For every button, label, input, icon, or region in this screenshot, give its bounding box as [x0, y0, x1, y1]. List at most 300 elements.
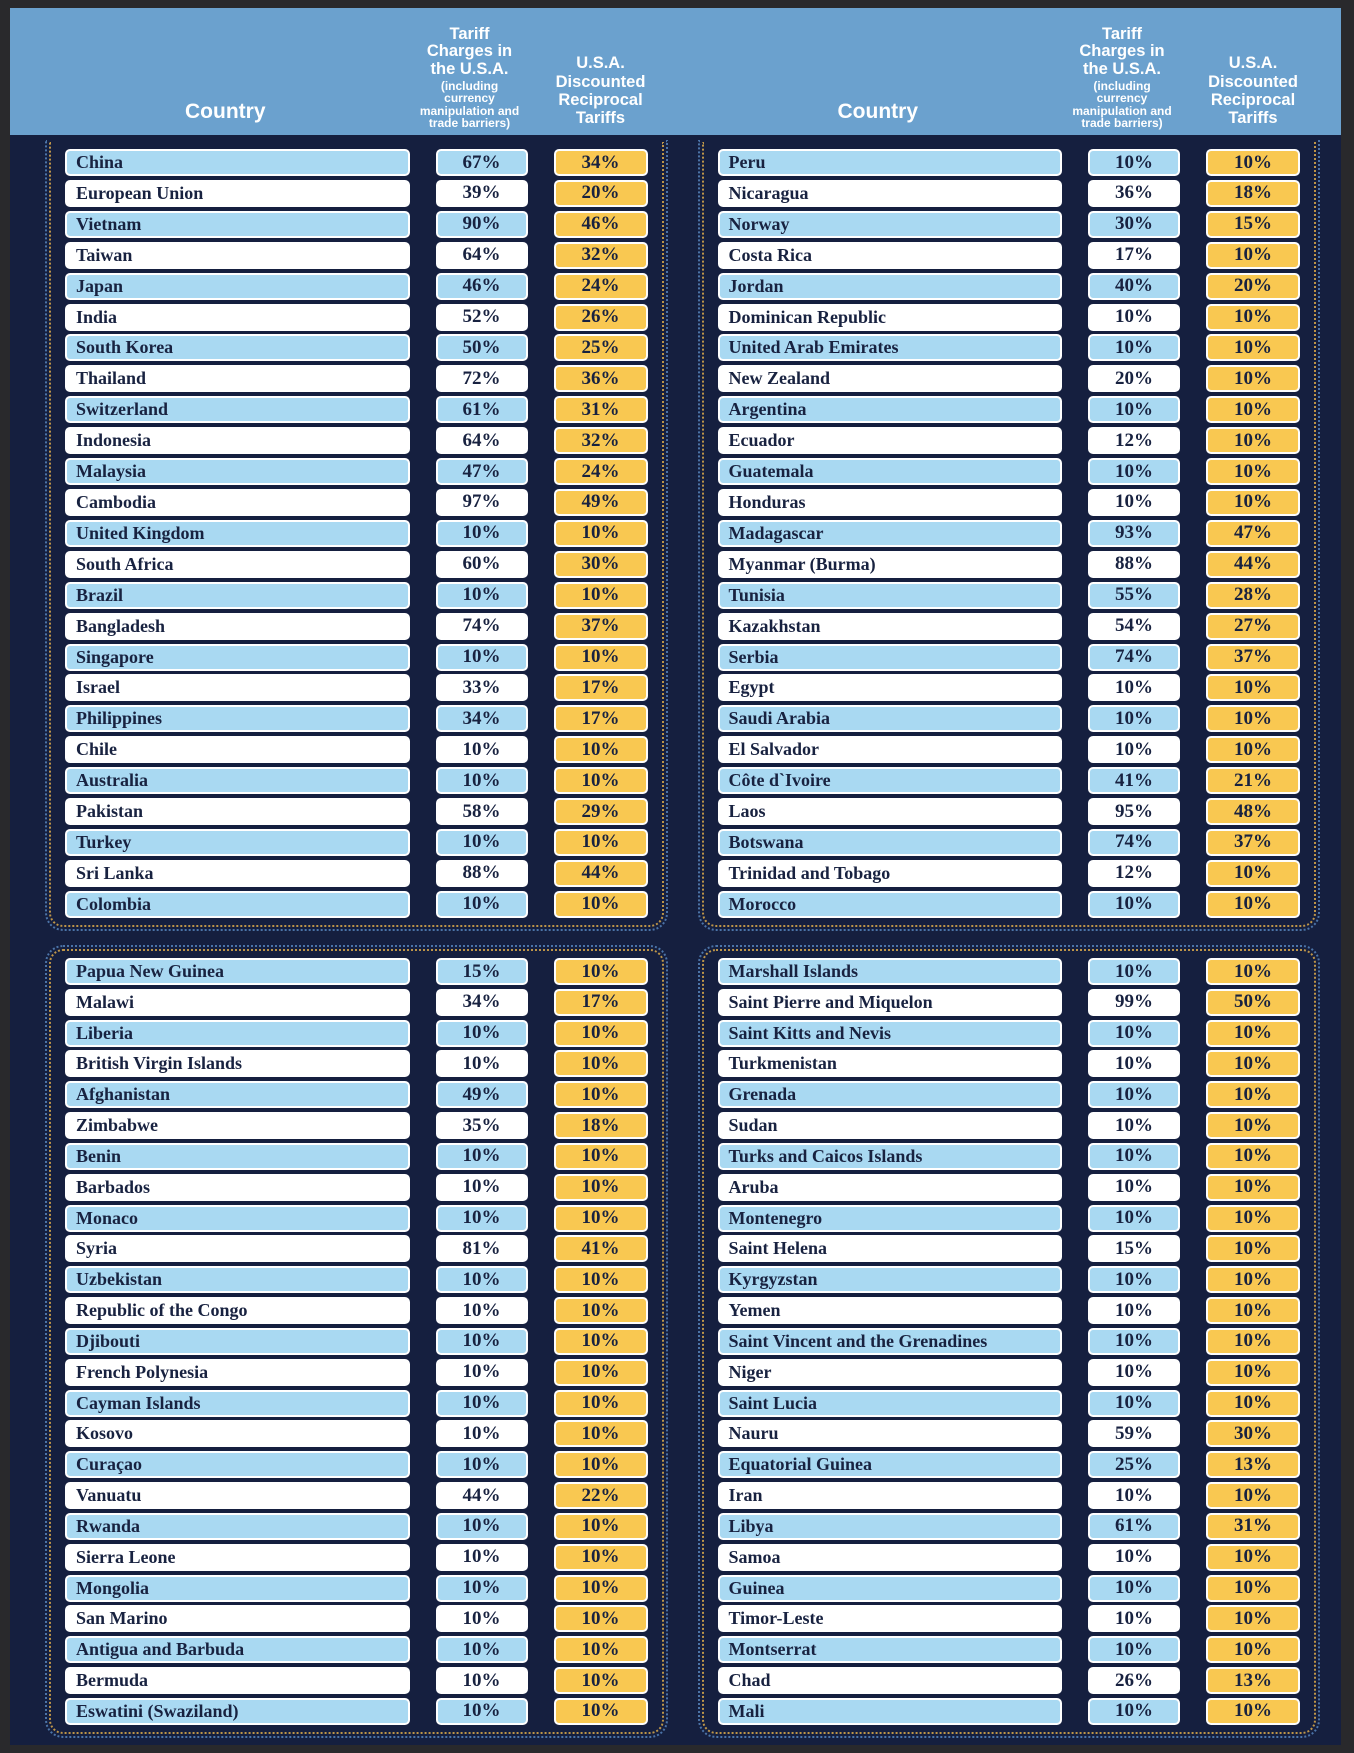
tariff-charged-value: 10%	[1088, 1297, 1180, 1324]
country-cell: Barbados	[65, 1174, 410, 1201]
table-row	[65, 1544, 648, 1571]
discounted-tariff-value: 10%	[1206, 1174, 1300, 1201]
country-cell: Turkey	[65, 829, 410, 856]
discounted-tariff-value: 10%	[554, 520, 648, 547]
table-row	[65, 1390, 648, 1417]
table-row	[65, 1050, 648, 1077]
country-cell: British Virgin Islands	[65, 1050, 410, 1077]
country-cell: Bangladesh	[65, 613, 410, 640]
country-cell: Malawi	[65, 989, 410, 1016]
country-cell: South Africa	[65, 551, 410, 578]
discounted-tariff-value: 32%	[554, 427, 648, 454]
country-cell: Rwanda	[65, 1513, 410, 1540]
discounted-tariff-value: 10%	[1206, 736, 1300, 763]
discounted-tariff-value: 10%	[554, 1266, 648, 1293]
country-cell: Eswatini (Swaziland)	[65, 1698, 410, 1725]
table-row	[718, 396, 1301, 423]
tariff-charged-value: 10%	[436, 1020, 528, 1047]
table-row	[718, 427, 1301, 454]
country-cell: Cayman Islands	[65, 1390, 410, 1417]
country-cell: Iran	[718, 1482, 1063, 1509]
discounted-tariff-value: 36%	[554, 365, 648, 392]
table-row	[65, 582, 648, 609]
table-row	[718, 334, 1301, 361]
tariff-charged-value: 10%	[436, 1698, 528, 1725]
country-cell: Vanuatu	[65, 1482, 410, 1509]
country-cell: Liberia	[65, 1020, 410, 1047]
table-row	[718, 180, 1301, 207]
table-row	[718, 1359, 1301, 1386]
tariff-charged-value: 12%	[1088, 860, 1180, 887]
country-cell: Dominican Republic	[718, 304, 1063, 331]
country-cell: Libya	[718, 1513, 1063, 1540]
table-row	[65, 1328, 648, 1355]
discounted-tariff-value: 41%	[554, 1235, 648, 1262]
discounted-tariff-value: 10%	[1206, 1205, 1300, 1232]
tariff-charged-value: 10%	[436, 1205, 528, 1232]
country-cell: Montenegro	[718, 1205, 1063, 1232]
table-row	[718, 767, 1301, 794]
tariff-charged-value: 64%	[436, 242, 528, 269]
column-header-country: Country	[185, 100, 266, 123]
tariff-charged-value: 10%	[1088, 736, 1180, 763]
country-cell: Grenada	[718, 1081, 1063, 1108]
tariff-charged-value: 34%	[436, 705, 528, 732]
country-cell: Monaco	[65, 1205, 410, 1232]
discounted-tariff-value: 15%	[1206, 211, 1300, 238]
table-row	[65, 1359, 648, 1386]
header-group-right	[698, 8, 1321, 135]
country-cell: Saudi Arabia	[718, 705, 1063, 732]
tariff-charged-value: 10%	[1088, 149, 1180, 176]
discounted-tariff-value: 29%	[554, 798, 648, 825]
tariff-charged-value: 10%	[436, 1174, 528, 1201]
discounted-tariff-value: 47%	[1206, 520, 1300, 547]
country-cell: Indonesia	[65, 427, 410, 454]
table-row	[718, 705, 1301, 732]
table-row	[718, 365, 1301, 392]
discounted-tariff-value: 20%	[554, 180, 648, 207]
discounted-tariff-value: 10%	[1206, 149, 1300, 176]
tariff-charged-value: 52%	[436, 304, 528, 331]
discounted-tariff-value: 10%	[1206, 1235, 1300, 1262]
tariff-charged-value: 10%	[436, 1605, 528, 1632]
country-cell: Taiwan	[65, 242, 410, 269]
discounted-tariff-value: 10%	[554, 1667, 648, 1694]
country-cell: Japan	[65, 273, 410, 300]
discounted-tariff-value: 10%	[1206, 458, 1300, 485]
country-cell: Tunisia	[718, 582, 1063, 609]
discounted-tariff-value: 10%	[554, 1636, 648, 1663]
country-cell: Singapore	[65, 644, 410, 671]
table-row	[65, 1266, 648, 1293]
discounted-tariff-value: 10%	[1206, 304, 1300, 331]
tariff-charged-value: 93%	[1088, 520, 1180, 547]
left-table-block-1-border	[45, 140, 668, 931]
table-row	[65, 149, 648, 176]
country-cell: Argentina	[718, 396, 1063, 423]
table-row	[65, 1605, 648, 1632]
table-row	[718, 1605, 1301, 1632]
country-cell: Montserrat	[718, 1636, 1063, 1663]
discounted-tariff-value: 10%	[554, 582, 648, 609]
discounted-tariff-value: 10%	[554, 1605, 648, 1632]
country-cell: Niger	[718, 1359, 1063, 1386]
tariff-charged-value: 10%	[436, 1636, 528, 1663]
discounted-tariff-value: 10%	[1206, 1266, 1300, 1293]
discounted-tariff-value: 24%	[554, 458, 648, 485]
table-row	[65, 1205, 648, 1232]
tariff-charged-value: 10%	[436, 1575, 528, 1602]
header-group-left	[45, 8, 668, 135]
discounted-tariff-value: 10%	[554, 1359, 648, 1386]
tariff-charged-value: 81%	[436, 1235, 528, 1262]
table-row	[718, 1143, 1301, 1170]
discounted-tariff-value: 10%	[554, 1143, 648, 1170]
country-cell: Brazil	[65, 582, 410, 609]
table-row	[65, 1174, 648, 1201]
country-cell: Kosovo	[65, 1420, 410, 1447]
country-cell: Sierra Leone	[65, 1544, 410, 1571]
discounted-tariff-value: 27%	[1206, 613, 1300, 640]
table-row	[65, 1575, 648, 1602]
table-row	[718, 644, 1301, 671]
tariff-charged-value: 10%	[436, 767, 528, 794]
tariff-charged-value: 74%	[1088, 829, 1180, 856]
discounted-tariff-value: 10%	[1206, 242, 1300, 269]
table-row	[718, 958, 1301, 985]
discounted-tariff-value: 37%	[554, 613, 648, 640]
country-cell: Curaçao	[65, 1451, 410, 1478]
table-row	[65, 180, 648, 207]
country-cell: Sudan	[718, 1112, 1063, 1139]
tariff-charged-value: 10%	[1088, 334, 1180, 361]
discounted-tariff-value: 13%	[1206, 1667, 1300, 1694]
discounted-tariff-value: 10%	[1206, 365, 1300, 392]
discounted-tariff-value: 10%	[554, 958, 648, 985]
table-row	[65, 273, 648, 300]
tariff-charged-value: 40%	[1088, 273, 1180, 300]
country-cell: Djibouti	[65, 1328, 410, 1355]
tariff-charged-value: 49%	[436, 1081, 528, 1108]
country-cell: Saint Helena	[718, 1235, 1063, 1262]
country-cell: Israel	[65, 674, 410, 701]
country-cell: Bermuda	[65, 1667, 410, 1694]
table-row	[65, 334, 648, 361]
country-cell: Trinidad and Tobago	[718, 860, 1063, 887]
tariff-charged-value: 36%	[1088, 180, 1180, 207]
country-cell: Benin	[65, 1143, 410, 1170]
tariff-charged-value: 46%	[436, 273, 528, 300]
country-cell: Mali	[718, 1698, 1063, 1725]
column-header-tariff-charges	[418, 26, 522, 130]
tariff-charged-value: 10%	[436, 1050, 528, 1077]
table-row	[65, 891, 648, 918]
tariff-charged-value: 10%	[1088, 1605, 1180, 1632]
country-cell: Chad	[718, 1667, 1063, 1694]
country-cell: Uzbekistan	[65, 1266, 410, 1293]
discounted-tariff-value: 10%	[554, 1020, 648, 1047]
table-row	[718, 1575, 1301, 1602]
country-cell: Australia	[65, 767, 410, 794]
country-cell: Samoa	[718, 1544, 1063, 1571]
table-row	[65, 551, 648, 578]
country-cell: Antigua and Barbuda	[65, 1636, 410, 1663]
table-row	[718, 1328, 1301, 1355]
tariff-charged-value: 50%	[436, 334, 528, 361]
tariff-charged-value: 10%	[1088, 1050, 1180, 1077]
discounted-tariff-value: 10%	[1206, 334, 1300, 361]
tariff-charged-value: 10%	[436, 1359, 528, 1386]
table-row	[718, 1266, 1301, 1293]
table-row	[718, 520, 1301, 547]
table-row	[65, 767, 648, 794]
discounted-tariff-value: 10%	[1206, 396, 1300, 423]
table-row	[65, 674, 648, 701]
table-row	[718, 582, 1301, 609]
discounted-tariff-value: 10%	[554, 1451, 648, 1478]
discounted-tariff-value: 10%	[1206, 1081, 1300, 1108]
table-row	[65, 489, 648, 516]
country-cell: India	[65, 304, 410, 331]
column-header-tariff-charges-sub: (including currency manipulation and trade barriers)	[1072, 78, 1172, 131]
tariff-charged-value: 61%	[1088, 1513, 1180, 1540]
discounted-tariff-value: 17%	[554, 989, 648, 1016]
discounted-tariff-value: 10%	[554, 1420, 648, 1447]
column-header-discounted-tariffs: U.S.A. Discounted Reciprocal Tariffs	[555, 54, 646, 127]
tariff-charged-value: 10%	[436, 1513, 528, 1540]
discounted-tariff-value: 10%	[554, 1328, 648, 1355]
table-row	[65, 958, 648, 985]
table-row	[718, 1112, 1301, 1139]
right-table-block-2	[702, 949, 1317, 1734]
country-cell: Switzerland	[65, 396, 410, 423]
discounted-tariff-value: 24%	[554, 273, 648, 300]
tariff-charged-value: 44%	[436, 1482, 528, 1509]
country-cell: Saint Lucia	[718, 1390, 1063, 1417]
country-cell: Nicaragua	[718, 180, 1063, 207]
table-row	[718, 1420, 1301, 1447]
country-cell: Botswana	[718, 829, 1063, 856]
table-row	[65, 1451, 648, 1478]
tariff-charged-value: 10%	[436, 1143, 528, 1170]
table-row	[65, 829, 648, 856]
table-row	[65, 1636, 648, 1663]
country-cell: Turks and Caicos Islands	[718, 1143, 1063, 1170]
country-cell: European Union	[65, 180, 410, 207]
country-cell: Vietnam	[65, 211, 410, 238]
discounted-tariff-value: 18%	[554, 1112, 648, 1139]
tariff-charged-value: 26%	[1088, 1667, 1180, 1694]
discounted-tariff-value: 10%	[554, 1297, 648, 1324]
discounted-tariff-value: 31%	[554, 396, 648, 423]
country-cell: Mongolia	[65, 1575, 410, 1602]
tariff-charged-value: 10%	[1088, 1575, 1180, 1602]
tariff-charged-value: 61%	[436, 396, 528, 423]
country-cell: Colombia	[65, 891, 410, 918]
discounted-tariff-value: 10%	[554, 1575, 648, 1602]
left-table-block-2	[49, 949, 664, 1734]
country-cell: Philippines	[65, 705, 410, 732]
tariff-charged-value: 10%	[1088, 1205, 1180, 1232]
table-row	[65, 705, 648, 732]
country-cell: New Zealand	[718, 365, 1063, 392]
table-row	[718, 989, 1301, 1016]
country-cell: Equatorial Guinea	[718, 1451, 1063, 1478]
country-cell: Costa Rica	[718, 242, 1063, 269]
tariff-charged-value: 10%	[1088, 304, 1180, 331]
discounted-tariff-value: 10%	[1206, 1359, 1300, 1386]
table-row	[65, 644, 648, 671]
tariff-charged-value: 34%	[436, 989, 528, 1016]
column-header-country: Country	[837, 100, 918, 123]
country-cell: United Arab Emirates	[718, 334, 1063, 361]
discounted-tariff-value: 10%	[1206, 1143, 1300, 1170]
discounted-tariff-value: 10%	[1206, 1636, 1300, 1663]
country-cell: Chile	[65, 736, 410, 763]
country-cell: Syria	[65, 1235, 410, 1262]
tariff-charged-value: 15%	[1088, 1235, 1180, 1262]
tariff-charged-value: 35%	[436, 1112, 528, 1139]
country-cell: Saint Vincent and the Grenadines	[718, 1328, 1063, 1355]
country-cell: Côte d`Ivoire	[718, 767, 1063, 794]
country-cell: Aruba	[718, 1174, 1063, 1201]
tariff-charged-value: 74%	[1088, 644, 1180, 671]
country-cell: Kyrgyzstan	[718, 1266, 1063, 1293]
discounted-tariff-value: 34%	[554, 149, 648, 176]
tariff-charged-value: 88%	[1088, 551, 1180, 578]
discounted-tariff-value: 31%	[1206, 1513, 1300, 1540]
tariff-charged-value: 10%	[1088, 1359, 1180, 1386]
country-cell: Serbia	[718, 644, 1063, 671]
tariff-charged-value: 10%	[1088, 1482, 1180, 1509]
discounted-tariff-value: 10%	[554, 1513, 648, 1540]
country-cell: Papua New Guinea	[65, 958, 410, 985]
country-cell: Jordan	[718, 273, 1063, 300]
discounted-tariff-value: 10%	[554, 1390, 648, 1417]
discounted-tariff-value: 10%	[1206, 1575, 1300, 1602]
tariff-charged-value: 59%	[1088, 1420, 1180, 1447]
tariff-charged-value: 60%	[436, 551, 528, 578]
discounted-tariff-value: 10%	[554, 1544, 648, 1571]
tariff-charged-value: 10%	[1088, 1112, 1180, 1139]
left-table-block-1	[49, 142, 664, 927]
table-row	[65, 1081, 648, 1108]
discounted-tariff-value: 10%	[554, 1174, 648, 1201]
discounted-tariff-value: 17%	[554, 705, 648, 732]
country-cell: Republic of the Congo	[65, 1297, 410, 1324]
table-row	[65, 520, 648, 547]
tariff-charged-value: 10%	[436, 582, 528, 609]
right-table-block-1-border	[698, 140, 1321, 931]
country-cell: Cambodia	[65, 489, 410, 516]
country-cell: China	[65, 149, 410, 176]
tariff-charged-value: 25%	[1088, 1451, 1180, 1478]
tariff-charged-value: 10%	[436, 520, 528, 547]
tariff-charged-value: 95%	[1088, 798, 1180, 825]
tariff-charged-value: 17%	[1088, 242, 1180, 269]
table-row	[718, 1297, 1301, 1324]
table-row	[65, 1513, 648, 1540]
tariff-charged-value: 64%	[436, 427, 528, 454]
tariff-charged-value: 10%	[1088, 1636, 1180, 1663]
tariff-charged-value: 72%	[436, 365, 528, 392]
table-row	[718, 551, 1301, 578]
discounted-tariff-value: 37%	[1206, 829, 1300, 856]
discounted-tariff-value: 26%	[554, 304, 648, 331]
discounted-tariff-value: 10%	[1206, 705, 1300, 732]
table-row	[65, 989, 648, 1016]
table-row	[718, 736, 1301, 763]
tariff-charged-value: 10%	[1088, 396, 1180, 423]
country-cell: Honduras	[718, 489, 1063, 516]
tariff-charged-value: 10%	[1088, 1174, 1180, 1201]
country-cell: Myanmar (Burma)	[718, 551, 1063, 578]
right-table-block-2-border	[698, 945, 1321, 1738]
tariff-charged-value: 10%	[1088, 489, 1180, 516]
table-row	[718, 798, 1301, 825]
discounted-tariff-value: 32%	[554, 242, 648, 269]
tariff-charged-value: 55%	[1088, 582, 1180, 609]
tariff-charged-value: 10%	[1088, 458, 1180, 485]
tariff-charged-value: 47%	[436, 458, 528, 485]
tariff-charged-value: 30%	[1088, 211, 1180, 238]
tariff-charged-value: 10%	[1088, 1143, 1180, 1170]
tariff-charged-value: 74%	[436, 613, 528, 640]
tariff-charged-value: 97%	[436, 489, 528, 516]
table-row	[718, 1081, 1301, 1108]
country-cell: Guatemala	[718, 458, 1063, 485]
tariff-charged-value: 10%	[1088, 891, 1180, 918]
tariff-charged-value: 88%	[436, 860, 528, 887]
table-row	[718, 1482, 1301, 1509]
tariff-charged-value: 10%	[1088, 1328, 1180, 1355]
country-cell: Timor-Leste	[718, 1605, 1063, 1632]
discounted-tariff-value: 10%	[1206, 1050, 1300, 1077]
discounted-tariff-value: 18%	[1206, 180, 1300, 207]
country-cell: El Salvador	[718, 736, 1063, 763]
table-header-band	[10, 8, 1341, 135]
column-header-tariff-charges-sub: (including currency manipulation and trade barriers)	[419, 78, 520, 131]
table-row	[718, 1544, 1301, 1571]
country-cell: Norway	[718, 211, 1063, 238]
table-row	[718, 1451, 1301, 1478]
table-row	[718, 242, 1301, 269]
tariff-charged-value: 10%	[436, 1266, 528, 1293]
discounted-tariff-value: 10%	[1206, 958, 1300, 985]
table-row	[65, 1667, 648, 1694]
table-row	[718, 1390, 1301, 1417]
tariff-charged-value: 10%	[1088, 1698, 1180, 1725]
table-row	[718, 1698, 1301, 1725]
tariff-charged-value: 10%	[436, 1328, 528, 1355]
discounted-tariff-value: 10%	[1206, 674, 1300, 701]
table-row	[65, 736, 648, 763]
table-row	[718, 458, 1301, 485]
table-row	[718, 149, 1301, 176]
country-cell: South Korea	[65, 334, 410, 361]
page-background	[10, 8, 1341, 1745]
discounted-tariff-value: 10%	[554, 1205, 648, 1232]
discounted-tariff-value: 10%	[554, 829, 648, 856]
tariff-charged-value: 10%	[436, 1667, 528, 1694]
discounted-tariff-value: 10%	[1206, 891, 1300, 918]
tariff-charged-value: 41%	[1088, 767, 1180, 794]
table-row	[718, 1636, 1301, 1663]
table-row	[718, 273, 1301, 300]
discounted-tariff-value: 10%	[1206, 1605, 1300, 1632]
table-row	[65, 860, 648, 887]
